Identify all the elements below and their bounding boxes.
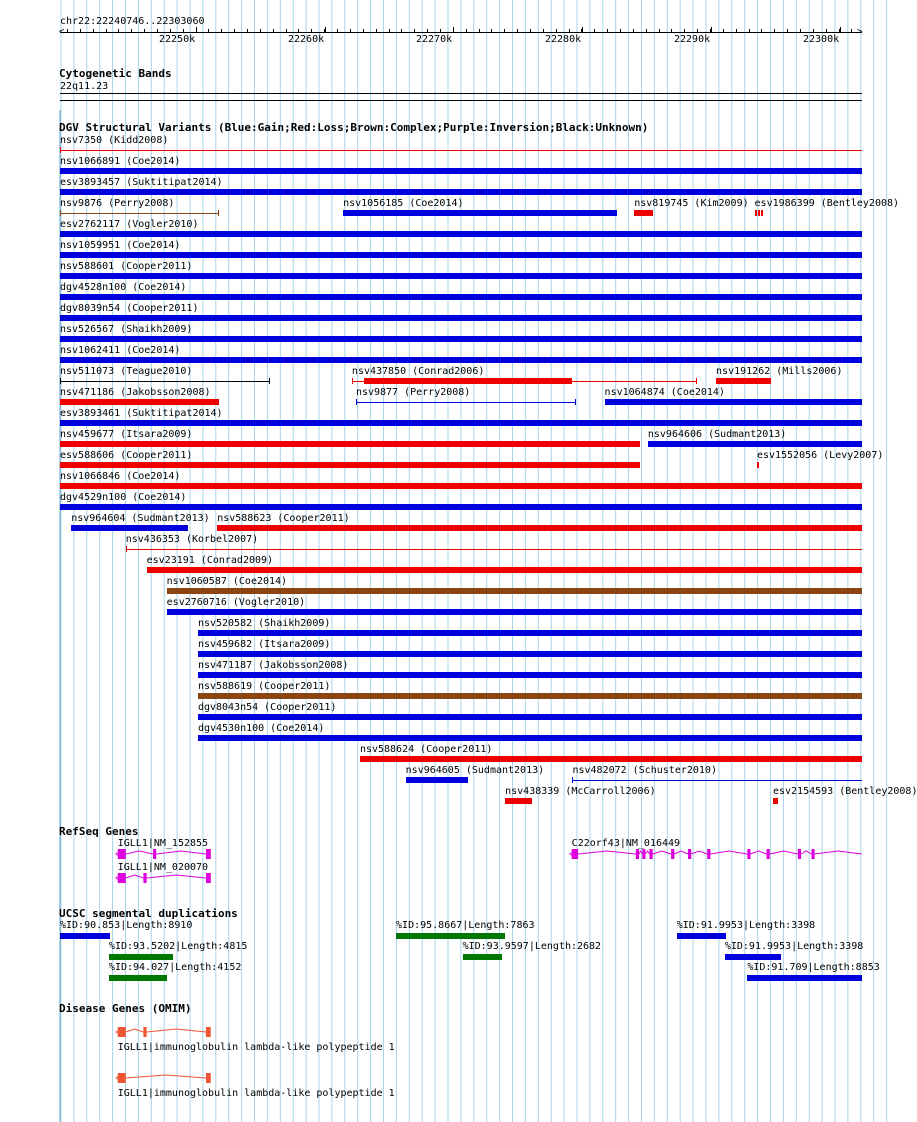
gene-label: IGLL1|NM_020070 (117, 862, 209, 873)
variant-label: esv588606 (Cooper2011) (60, 450, 193, 461)
segdup-label: %ID:91.9953|Length:3398 (724, 941, 864, 952)
variant-label: nsv1064874 (Coe2014) (604, 387, 725, 398)
variant-label: nsv1062411 (Coe2014) (60, 345, 181, 356)
variant-label: esv3893457 (Suktitipat2014) (60, 177, 223, 188)
cytobands-title: Cytogenetic Bands (59, 67, 172, 80)
segdup-label: %ID:93.5202|Length:4815 (108, 941, 248, 952)
variant-label: nsv482072 (Schuster2010) (572, 765, 717, 776)
variant-label: nsv819745 (Kim2009) (634, 198, 749, 209)
variant-label: nsv436353 (Korbel2007) (125, 534, 259, 545)
variant-label: dgv4529n100 (Coe2014) (60, 492, 187, 503)
gene-exon (118, 1073, 126, 1083)
variant-label: esv23191 (Conrad2009) (146, 555, 274, 566)
segdup-label: %ID:91.9953|Length:3398 (676, 920, 816, 931)
variant-label: esv2762117 (Vogler2010) (60, 219, 199, 230)
ruler-tick-label: 22300k (803, 34, 840, 45)
variant-label: nsv1060587 (Coe2014) (166, 576, 288, 587)
variant-label: dgv8043n54 (Cooper2011) (197, 702, 337, 713)
variant-label: dgv8039n54 (Cooper2011) (60, 303, 199, 314)
variant-label: esv3893461 (Suktitipat2014) (60, 408, 223, 419)
variant-label: dgv4528n100 (Coe2014) (60, 282, 187, 293)
segdup-title: UCSC segmental duplications (59, 907, 238, 920)
variant-label: esv1986399 (Bentley2008) (754, 198, 900, 209)
gene-intron (126, 1075, 206, 1078)
variant-label: nsv9876 (Perry2008) (60, 198, 175, 209)
variant-label: nsv964606 (Sudmant2013) (647, 429, 787, 440)
variant-label: nsv437850 (Conrad2006) (351, 366, 485, 377)
variant-label: nsv588619 (Cooper2011) (197, 681, 331, 692)
variant-label: esv1552056 (Levy2007) (756, 450, 884, 461)
gene-label: IGLL1|immunoglobulin lambda-like polypeptide 1 (117, 1042, 395, 1053)
variant-label: nsv191262 (Mills2006) (716, 366, 843, 377)
variant-label: esv2760716 (Vogler2010) (166, 597, 306, 608)
position-label: chr22:22240746..22303060 (60, 16, 205, 27)
ruler-tick-label: 22270k (416, 34, 453, 45)
variant-label: nsv588624 (Cooper2011) (359, 744, 493, 755)
variant-label: nsv459682 (Itsara2009) (197, 639, 331, 650)
variant-label: nsv471187 (Jakobsson2008) (197, 660, 349, 671)
ruler-arrow-right: > (857, 27, 863, 37)
variant-label: nsv588623 (Cooper2011) (217, 513, 350, 524)
ruler-tick-label: 22260k (288, 34, 325, 45)
gene-exon (206, 1073, 211, 1083)
gene-label: IGLL1|NM_152855 (117, 838, 209, 849)
ruler-arrow-left: < (59, 27, 65, 37)
gene-label: IGLL1|immunoglobulin lambda-like polypeptide 1 (117, 1088, 395, 1099)
variant-label: nsv471186 (Jakobsson2008) (60, 387, 211, 398)
segdup-label: %ID:94.027|Length:4152 (108, 962, 242, 973)
omim-title: Disease Genes (OMIM) (59, 1002, 192, 1015)
ruler-tick-label: 22280k (545, 34, 582, 45)
variant-label: nsv511073 (Teague2010) (60, 366, 193, 377)
gene-label: C22orf43|NM_016449 (571, 838, 681, 849)
segdup-label: %ID:93.9597|Length:2682 (462, 941, 602, 952)
variant-label: nsv438339 (McCarroll2006) (505, 786, 656, 797)
variant-label: esv2154593 (Bentley2008) (772, 786, 917, 797)
segdup-label: %ID:90.853|Length:8910 (60, 920, 193, 931)
variant-label: nsv7350 (Kidd2008) (60, 135, 169, 146)
variant-label: dgv4530n100 (Coe2014) (197, 723, 325, 734)
refseq-title: RefSeq Genes (59, 825, 139, 838)
variant-label: nsv1066891 (Coe2014) (60, 156, 181, 167)
ruler-tick-label: 22290k (674, 34, 711, 45)
variant-label: nsv526567 (Shaikh2009) (60, 324, 193, 335)
variant-label: nsv588601 (Cooper2011) (60, 261, 193, 272)
variant-label: nsv1066846 (Coe2014) (60, 471, 181, 482)
variant-label: nsv1056185 (Coe2014) (343, 198, 464, 209)
segdup-label: %ID:95.8667|Length:7863 (396, 920, 535, 931)
variant-label: nsv459677 (Itsara2009) (60, 429, 193, 440)
variant-label: nsv964604 (Sudmant2013) (71, 513, 210, 524)
variant-label: nsv9877 (Perry2008) (355, 387, 471, 398)
variant-label: nsv520582 (Shaikh2009) (197, 618, 331, 629)
ruler-tick-label: 22250k (159, 34, 196, 45)
dgv-title: DGV Structural Variants (Blue:Gain;Red:Loss;Brown:Complex;Purple:Inversion;Black:Unknown) (59, 121, 649, 134)
variant-label: nsv964605 (Sudmant2013) (405, 765, 545, 776)
segdup-label: %ID:91.709|Length:8853 (747, 962, 880, 973)
cytoband-label: 22q11.23 (60, 81, 109, 92)
variant-label: nsv1059951 (Coe2014) (60, 240, 181, 251)
